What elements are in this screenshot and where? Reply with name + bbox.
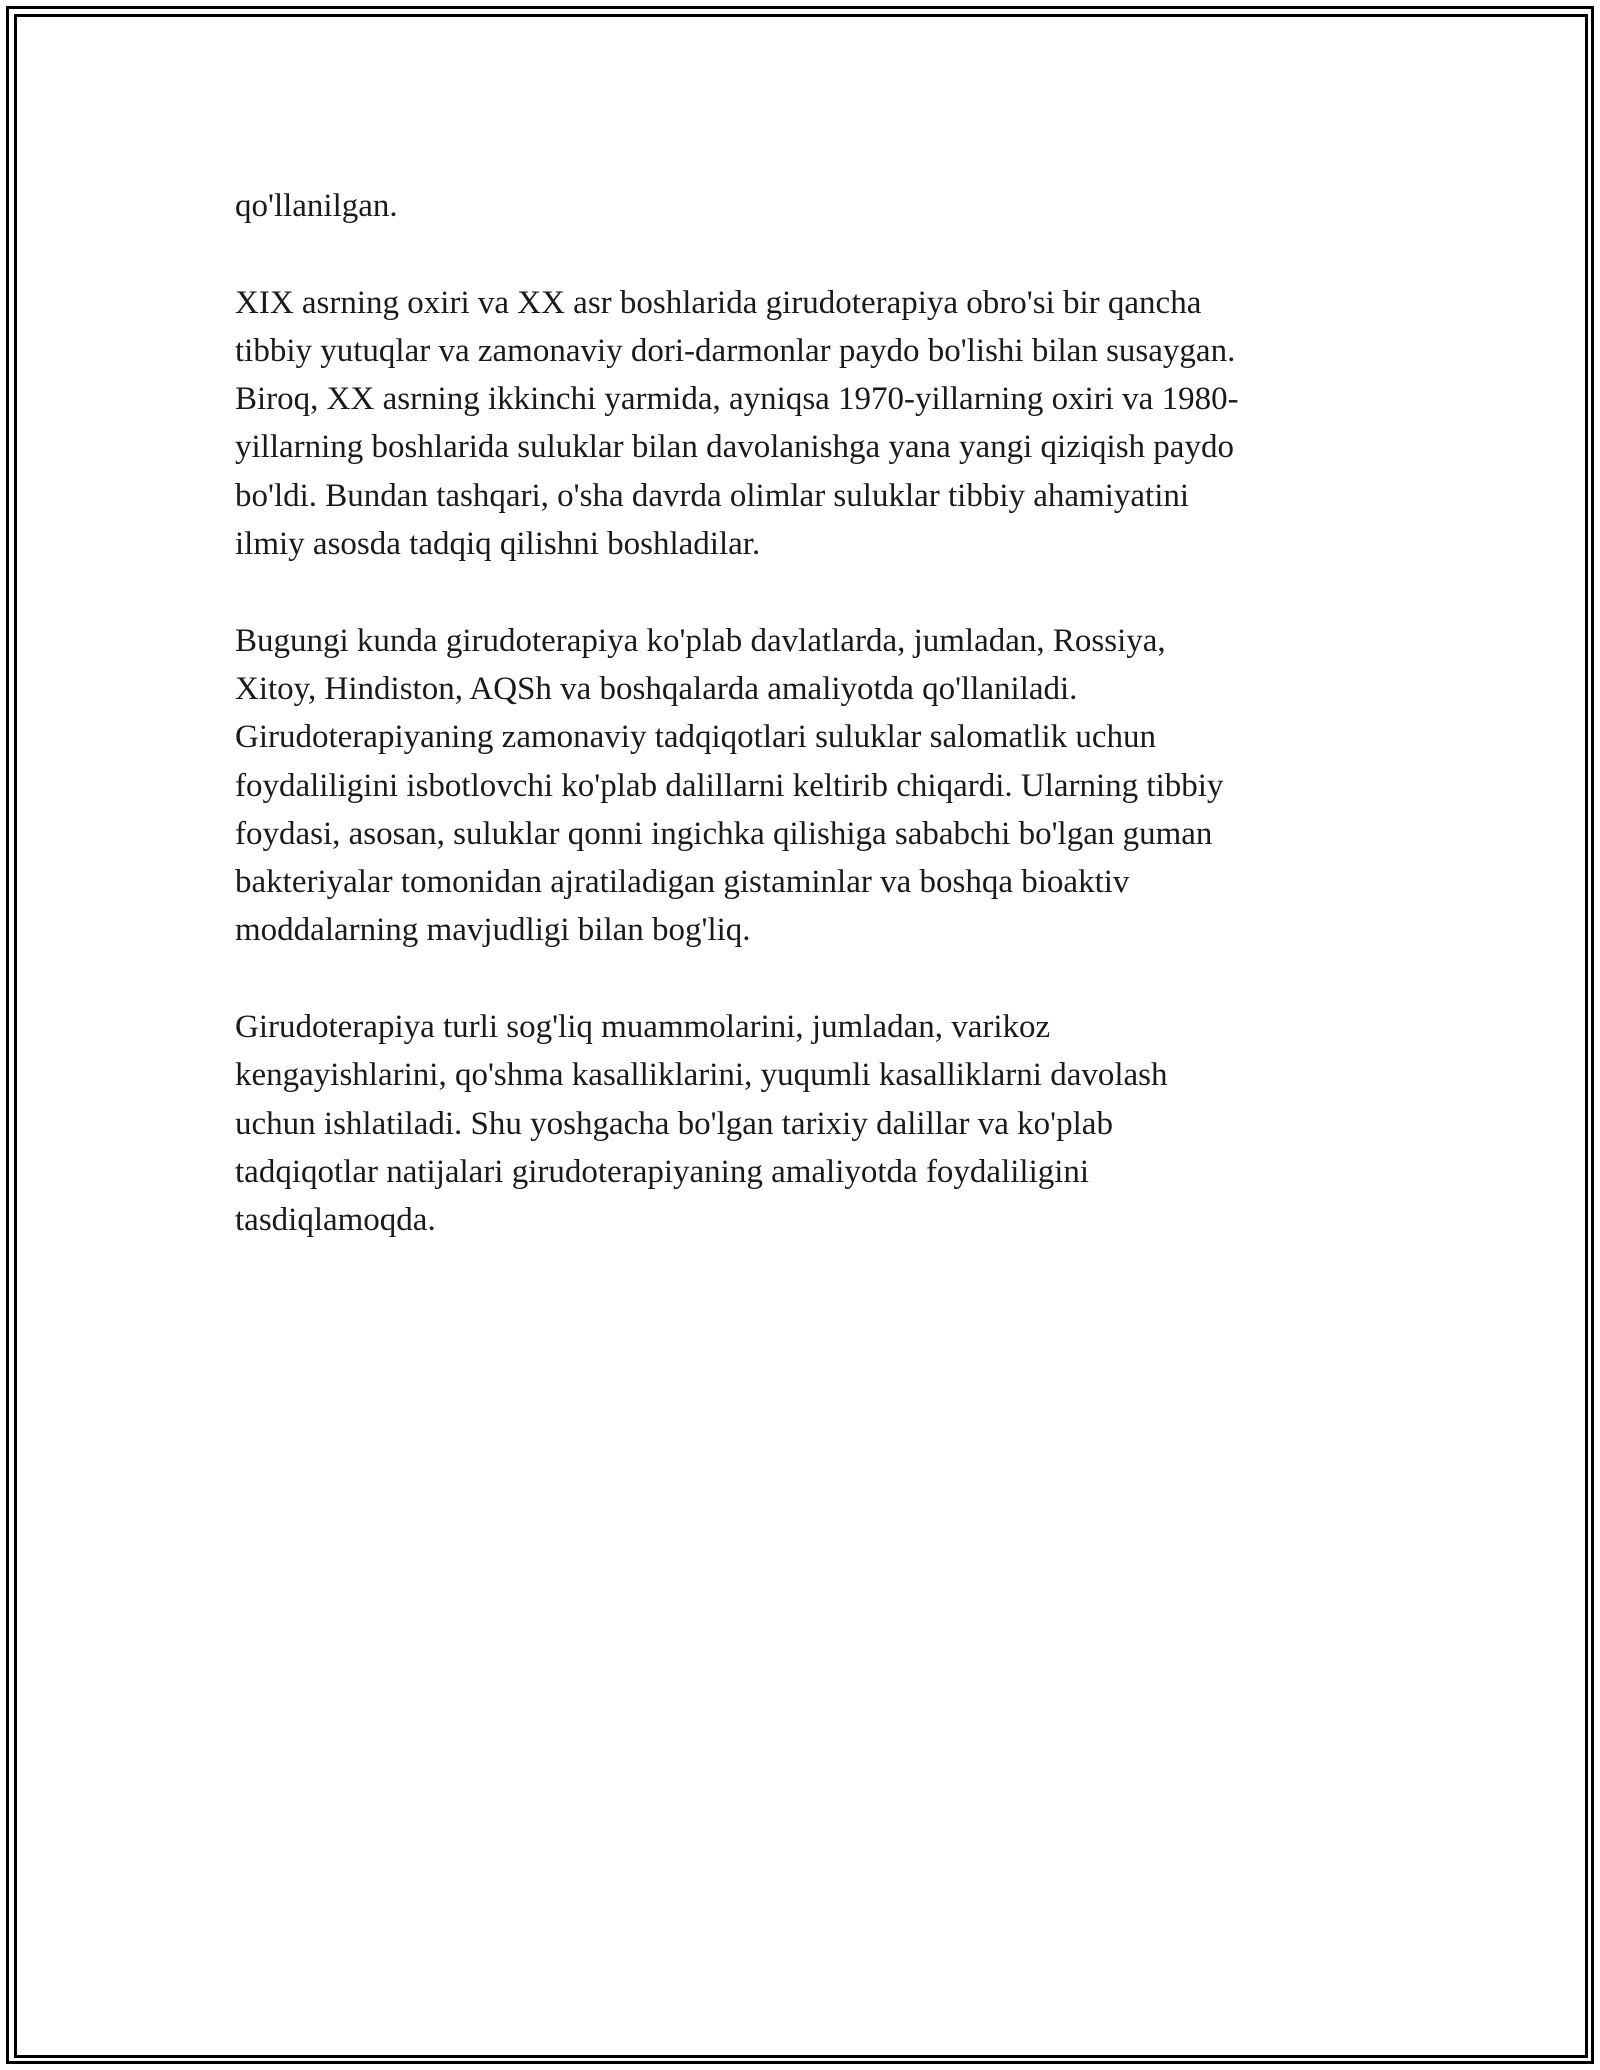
paragraph-applications: Girudoterapiya turli sog'liq muammolarini, jumladan, varikoz kengayishlarini, qo'shma kasalliklarini, yuqumli kasalliklarni davolash uchun ishlatiladi. Shu yoshgacha bo'lgan tarixiy dalillar va ko'plab tadqiqotlar natijalari girudoterapiyaning amaliyotda foydaliligini tasdiqlamoqda. <box>235 1009 1168 1239</box>
paragraph-history: XIX asrning oxiri va XX asr boshlarida girudoterapiya obro'si bir qancha tibbiy yutuqlar va zamonaviy dori-darmonlar paydo bo'lishi bilan susaygan. Biroq, XX asrning ikkinchi yarmida, ayniqsa 1970-yillarning oxiri va 1980- yillarning boshlarida suluklar bilan davolanishga yana yangi qiziqish paydo bo'ldi. Bundan tashqari, o'sha davrda olimlar suluklar tibbiy ahamiyatini ilmiy asosda tadqiq qilishni boshladilar. <box>235 284 1239 563</box>
document-body <box>235 182 1365 1293</box>
paragraph-continuation: qo'llanilgan. <box>235 188 398 224</box>
paragraph-modern-use: Bugungi kunda girudoterapiya ko'plab davlatlarda, jumladan, Rossiya, Xitoy, Hindiston, AQSh va boshqalarda amaliyotda qo'llaniladi. Girudoterapiyaning zamonaviy tadqiqotlari suluklar salomatlik uchun foydaliligini isbotlovchi ko'plab dalillarni keltirib chiqardi. Ularning tibbiy foydasi, asosan, suluklar qonni ingichka qilishiga sababchi bo'lgan guman bakteriyalar tomonidan ajratiladigan gistaminlar va boshqa bioaktiv moddalarning mavjudligi bilan bog'liq. <box>235 622 1224 949</box>
